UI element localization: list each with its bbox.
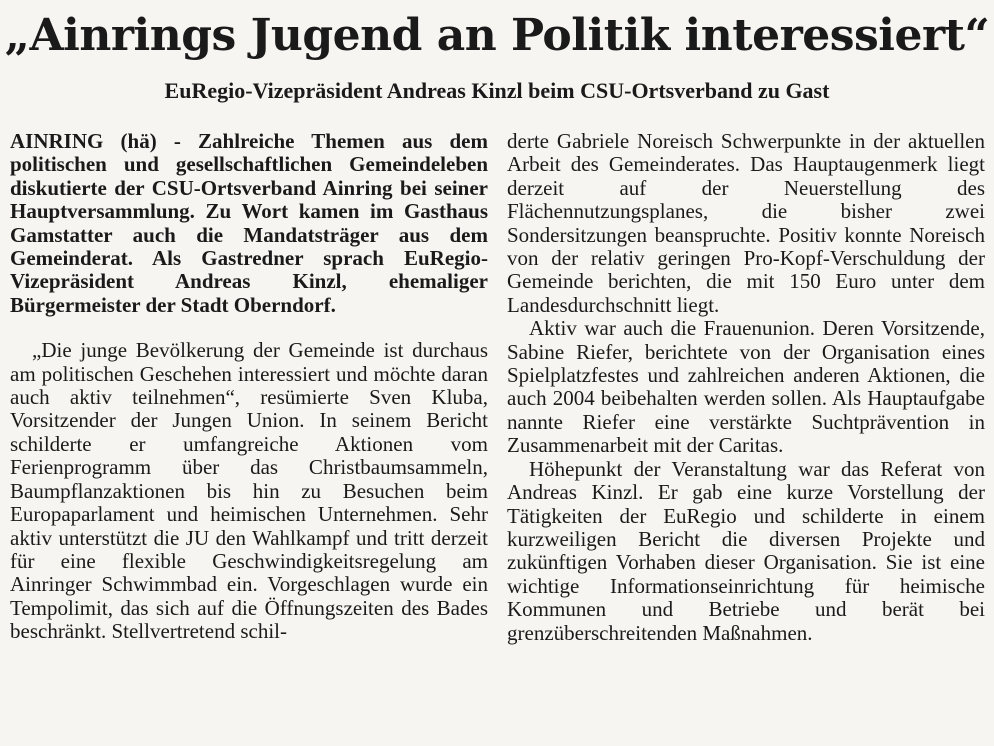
column-left	[10, 130, 488, 644]
article-paragraph-3: Aktiv war auch die Frauenunion. Deren Vorsitzende, Sabine Riefer, berichtete von der Organisation eines Spielplatzfestes und zahlreichen anderen Aktionen, die auch 2004 beibehalten werden sollen. Als Hauptaufgabe nannte Riefer eine verstärkte Suchtprävention in Zusammenarbeit mit der Caritas.	[507, 316, 985, 458]
article-subheadline: EuRegio-Vizepräsident Andreas Kinzl beim CSU-Ortsverband zu Gast	[164, 78, 830, 103]
column-right	[507, 130, 985, 645]
article-headline: „Ainrings Jugend an Politik interessiert“	[4, 10, 990, 61]
article-lead: AINRING (hä) - Zahlreiche Themen aus dem politischen und gesellschaftlichen Gemeindeleben diskutierte der CSU-Ortsverband Ainring bei seiner Hauptversammlung. Zu Wort kamen im Gasthaus Gamstatter auch die Mandatsträger aus dem Gemeinderat. Als Gastredner sprach EuRegio-Vizepräsident Andreas Kinzl, ehemaliger Bürgermeister der Stadt Oberndorf.	[10, 129, 488, 317]
article-paragraph-4: Höhepunkt der Veranstaltung war das Referat von Andreas Kinzl. Er gab eine kurze Vorstellung der Tätigkeiten der EuRegio und schilderte in einem kurzweiligen Bericht die diversen Projekte und zukünftigen Vorhaben dieser Organisation. Sie ist eine wichtige Informationseinrichtung für heimische Kommunen und Betriebe und berät bei grenzüberschreitenden Maßnahmen.	[507, 456, 985, 645]
article-paragraph-2: derte Gabriele Noreisch Schwerpunkte in der aktuellen Arbeit des Gemeinderates. Das Hauptaugenmerk liegt derzeit auf der Neuerstellung des Flächennutzungsplanes, die bisher zwei Sondersitzungen beanspruchte. Positiv konnte Noreisch von der relativ geringen Pro-Kopf-Verschuldung der Gemeinde berichten, die mit 150 Euro unter dem Landesdurchschnitt liegt.	[507, 129, 985, 317]
article-paragraph-1: „Die junge Bevölkerung der Gemeinde ist durchaus am politischen Geschehen interessiert und möchte daran auch aktiv teilnehmen“, resümierte Sven Kluba, Vorsitzender der Jungen Union. In seinem Bericht schilderte er umfangreiche Aktionen vom Ferienprogramm über das Christbaumsammeln, Baumpflanzaktionen bis hin zu Besuchen beim Europaparlament und heimischen Unternehmen. Sehr aktiv unterstützt die JU den Wahlkampf und tritt derzeit für eine flexible Geschwindigkeitsregelung am Ainringer Schwimmbad ein. Vorgeschlagen wurde ein Tempolimit, das sich auf die Öffnungszeiten des Bades beschränkt. Stellvertretend schil-	[10, 338, 488, 644]
